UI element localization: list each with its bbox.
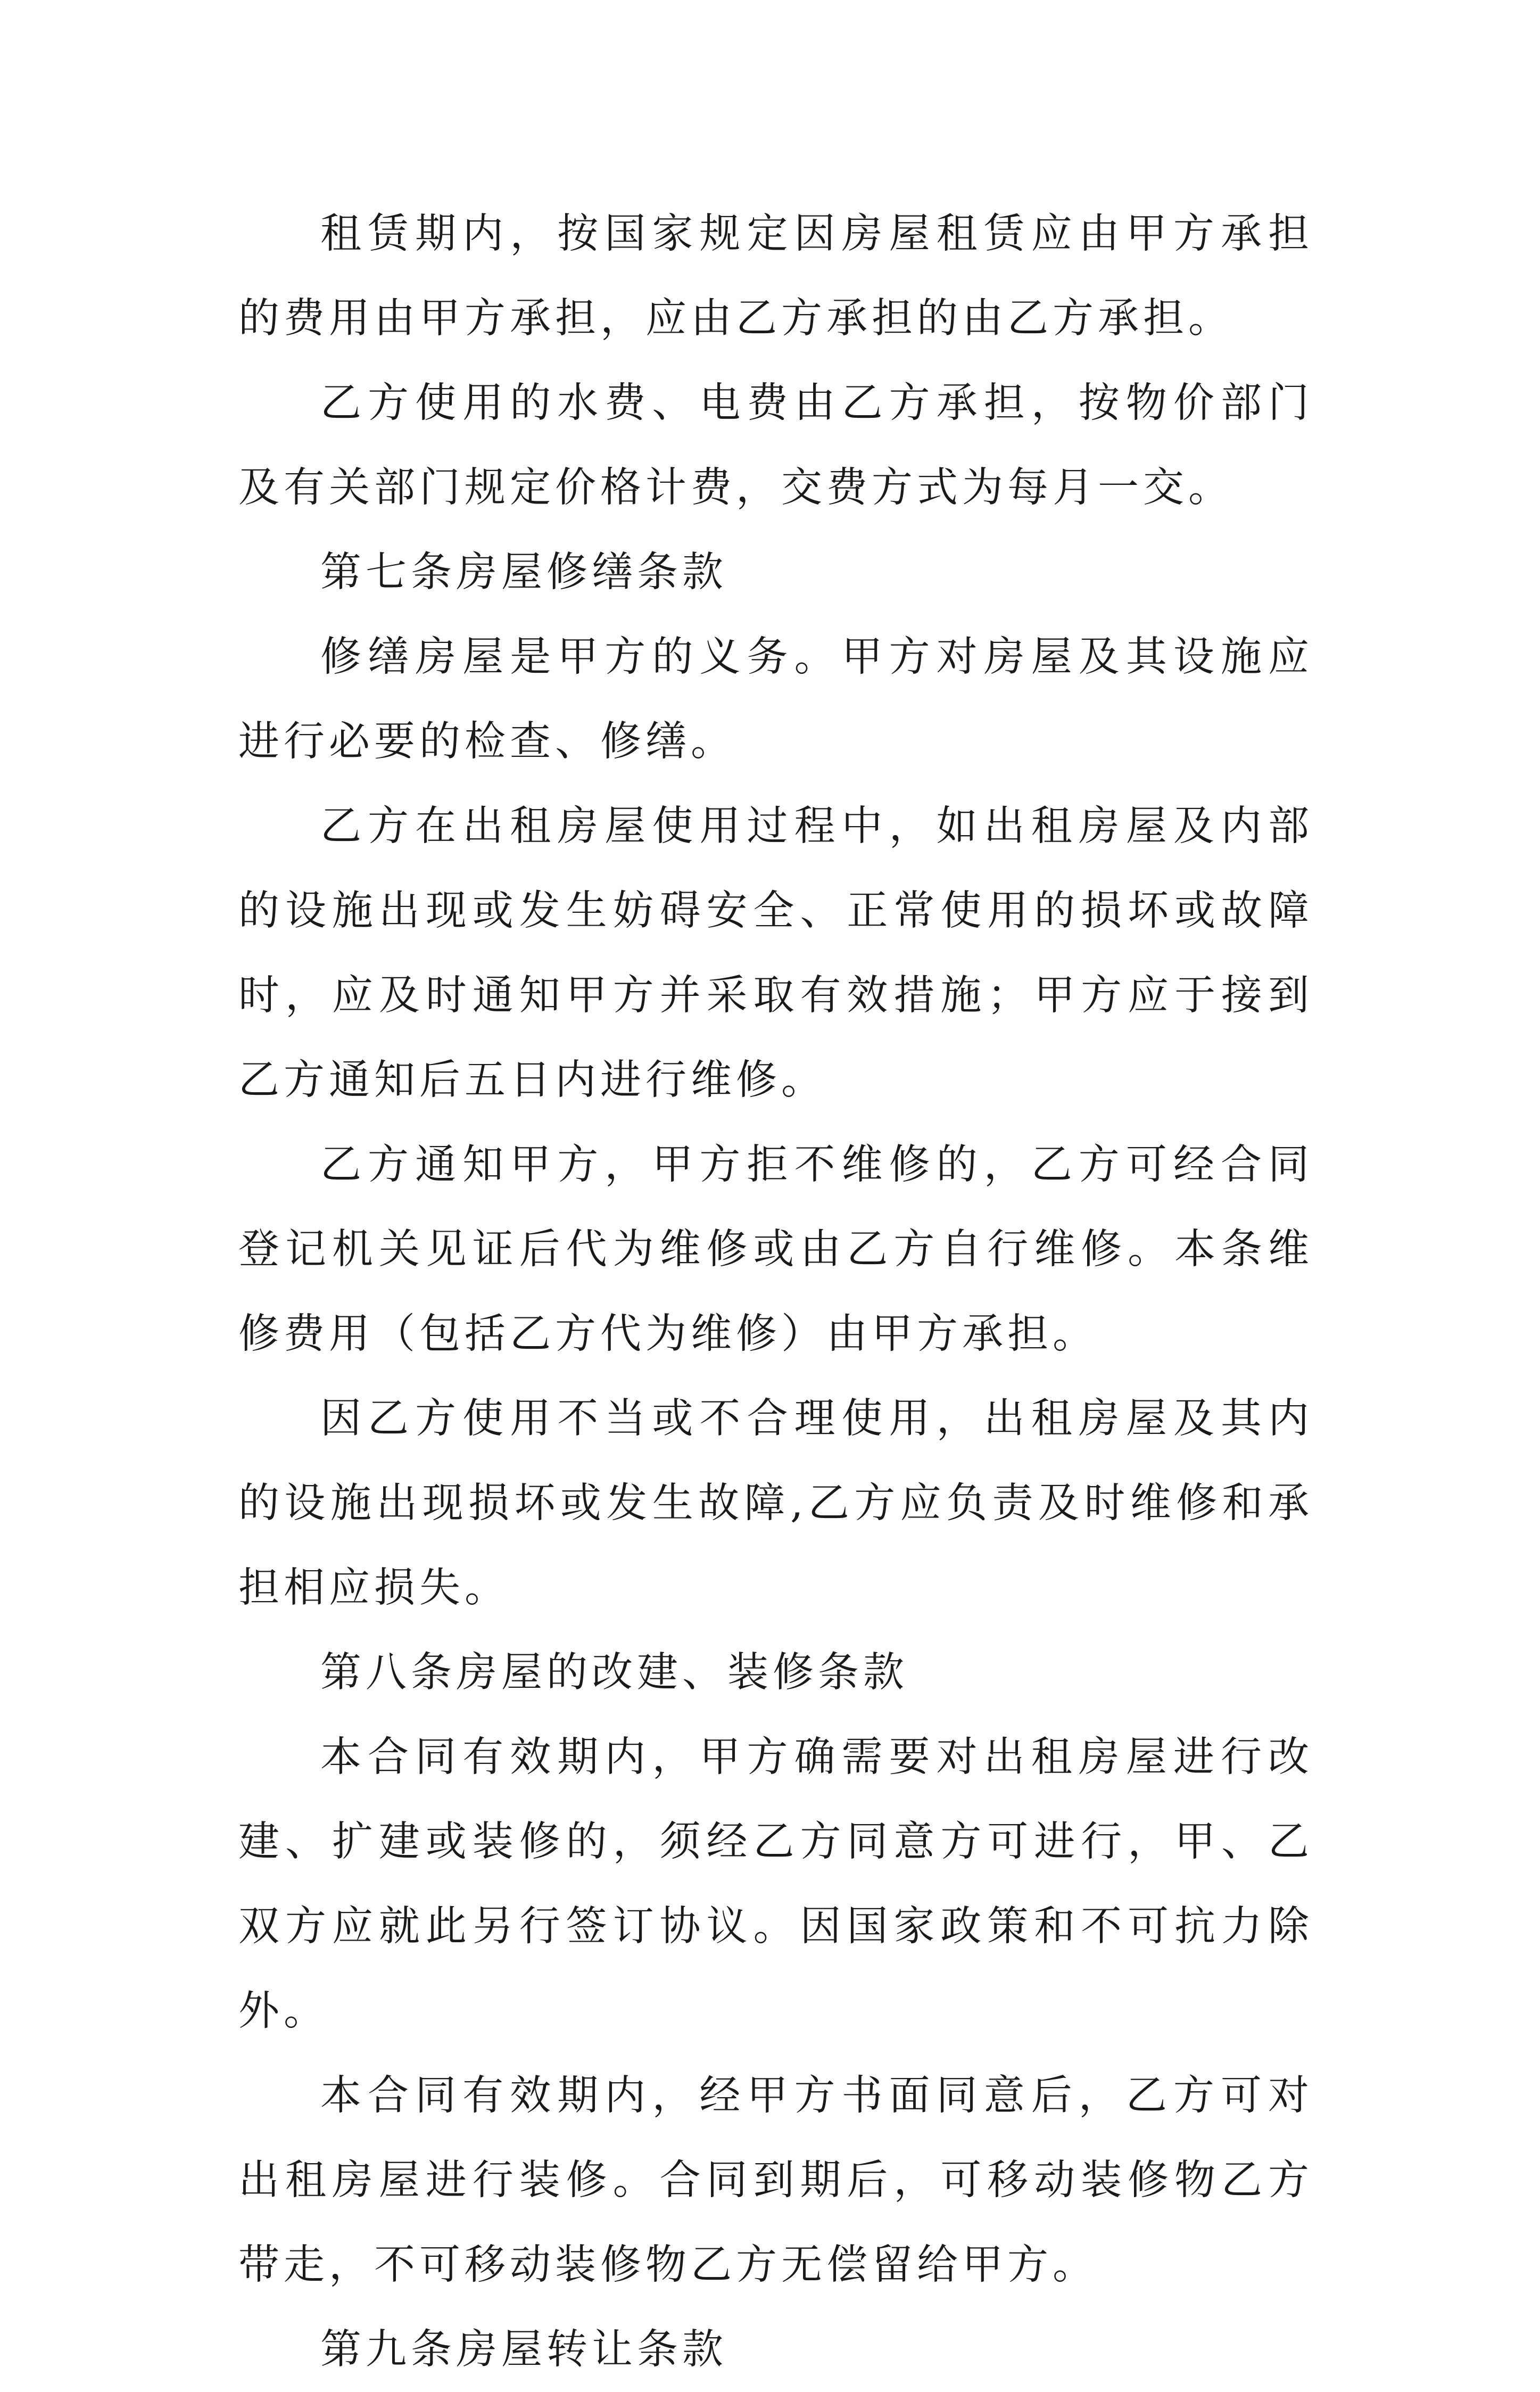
section-heading-article-8: 第八条房屋的改建、装修条款	[320, 1649, 908, 1696]
paragraph-improper-use: 因乙方使用不当或不合理使用，出租房屋及其内的设施出现损坏或发生故障,乙方应负责及时维修和承担相应损失。	[238, 1395, 1313, 1612]
paragraph-repair-duty: 修缮房屋是甲方的义务。甲方对房屋及其设施应进行必要的检查、修缮。	[238, 633, 1313, 765]
paragraph-landlord-renovation: 本合同有效期内，甲方确需要对出租房屋进行改建、扩建或装修的，须经乙方同意方可进行，甲、乙双方应就此另行签订协议。因国家政策和不可抗力除外。	[238, 1734, 1313, 2035]
paragraph-utilities: 乙方使用的水费、电费由乙方承担，按物价部门及有关部门规定价格计费，交费方式为每月一交。	[238, 380, 1313, 512]
paragraph-tenant-renovation: 本合同有效期内，经甲方书面同意后，乙方可对出租房屋进行装修。合同到期后，可移动装修物乙方带走，不可移动装修物乙方无偿留给甲方。	[238, 2072, 1313, 2289]
paragraph-fee-responsibility: 租赁期内，按国家规定因房屋租赁应由甲方承担的费用由甲方承担，应由乙方承担的由乙方承担。	[238, 210, 1313, 342]
section-heading-article-7: 第七条房屋修缮条款	[320, 549, 727, 596]
document-body	[238, 192, 1313, 2392]
section-heading-article-9: 第九条房屋转让条款	[320, 2326, 727, 2373]
paragraph-damage-notice: 乙方在出租房屋使用过程中，如出租房屋及内部的设施出现或发生妨碍安全、正常使用的损坏或故障时，应及时通知甲方并采取有效措施；甲方应于接到乙方通知后五日内进行维修。	[238, 803, 1313, 1104]
paragraph-refusal-repair: 乙方通知甲方，甲方拒不维修的，乙方可经合同登记机关见证后代为维修或由乙方自行维修。本条维修费用（包括乙方代为维修）由甲方承担。	[238, 1141, 1313, 1358]
